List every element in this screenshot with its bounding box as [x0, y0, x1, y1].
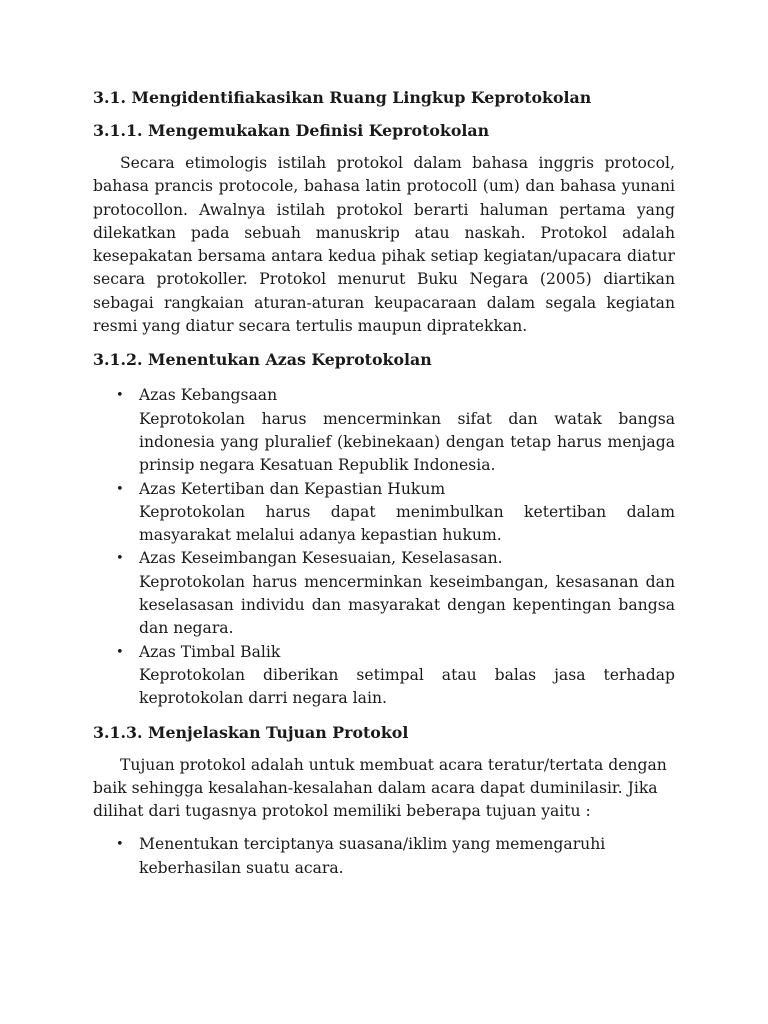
list-item [93, 833, 675, 880]
list-item-title: Azas Keseimbangan Kesesuaian, Keselasasan. [139, 549, 503, 568]
list-item-description: Keprotokolan harus mencerminkan keseimbangan, kesasanan dan keselasasan individu dan masyarakat dengan kepentingan bangsa dan negara. [139, 572, 675, 638]
list-item [93, 641, 675, 711]
bullet-icon: • [116, 837, 124, 853]
list-item-title: Azas Kebangsaan [139, 386, 278, 405]
tujuan-list [93, 833, 675, 880]
bullet-icon: • [116, 644, 124, 660]
list-item-description: Keprotokolan harus mencerminkan sifat dan watak bangsa indonesia yang pluralief (kebinekaan) dengan tetap harus menjaga prinsip negara Kesatuan Republik Indonesia. [139, 409, 675, 475]
paragraph-definisi: Secara etimologis istilah protokol dalam bahasa inggris protocol, bahasa prancis protocole, bahasa latin protocoll (um) dan bahasa yunani protocollon. Awalnya istilah protokol berarti haluman pertama yang dilekatkan pada sebuah manuskrip atau naskah. Protokol adalah kesepakatan bersama antara kedua pihak setiap kegiatan/upacara diatur secara protokoller. Protokol menurut Buku Negara (2005) diartikan sebagai rangkaian aturan-aturan keupacaraan dalam segala kegiatan resmi yang diatur secara tertulis maupun dipratekkan. [93, 154, 675, 336]
section-heading-azas: 3.1.2. Menentukan Azas Keprotokolan [93, 350, 432, 370]
bullet-icon: • [116, 388, 124, 404]
paragraph-tujuan: Tujuan protokol adalah untuk membuat acara teratur/tertata dengan baik sehingga kesalahan-kesalahan dalam acara dapat duminilasir. Jika dilihat dari tugasnya protokol memiliki beberapa tujuan yaitu : [93, 755, 667, 821]
list-item-description: Keprotokolan diberikan setimpal atau balas jasa terhadap keprotokolan darri negara lain. [139, 665, 675, 708]
list-item [93, 478, 675, 548]
list-item-description: Menentukan terciptanya suasana/iklim yang memengaruhi keberhasilan suatu acara. [139, 835, 606, 877]
main-heading: 3.1. Mengidentifiakasikan Ruang Lingkup Keprotokolan [93, 88, 592, 107]
list-item-title: Azas Timbal Balik [139, 642, 281, 661]
list-item-title: Azas Ketertiban dan Kepastian Hukum [139, 479, 446, 498]
document-page [93, 86, 675, 890]
list-item [93, 547, 675, 640]
list-item [93, 384, 675, 477]
section-heading-tujuan: 3.1.3. Menjelaskan Tujuan Protokol [93, 722, 409, 742]
azas-list [93, 384, 675, 710]
bullet-icon: • [116, 551, 124, 567]
section-heading-definisi: 3.1.1. Mengemukakan Definisi Keprotokolan [93, 121, 490, 140]
bullet-icon: • [116, 481, 124, 497]
list-item-description: Keprotokolan harus dapat menimbulkan ketertiban dalam masyarakat melalui adanya kepastian hukum. [139, 502, 675, 545]
